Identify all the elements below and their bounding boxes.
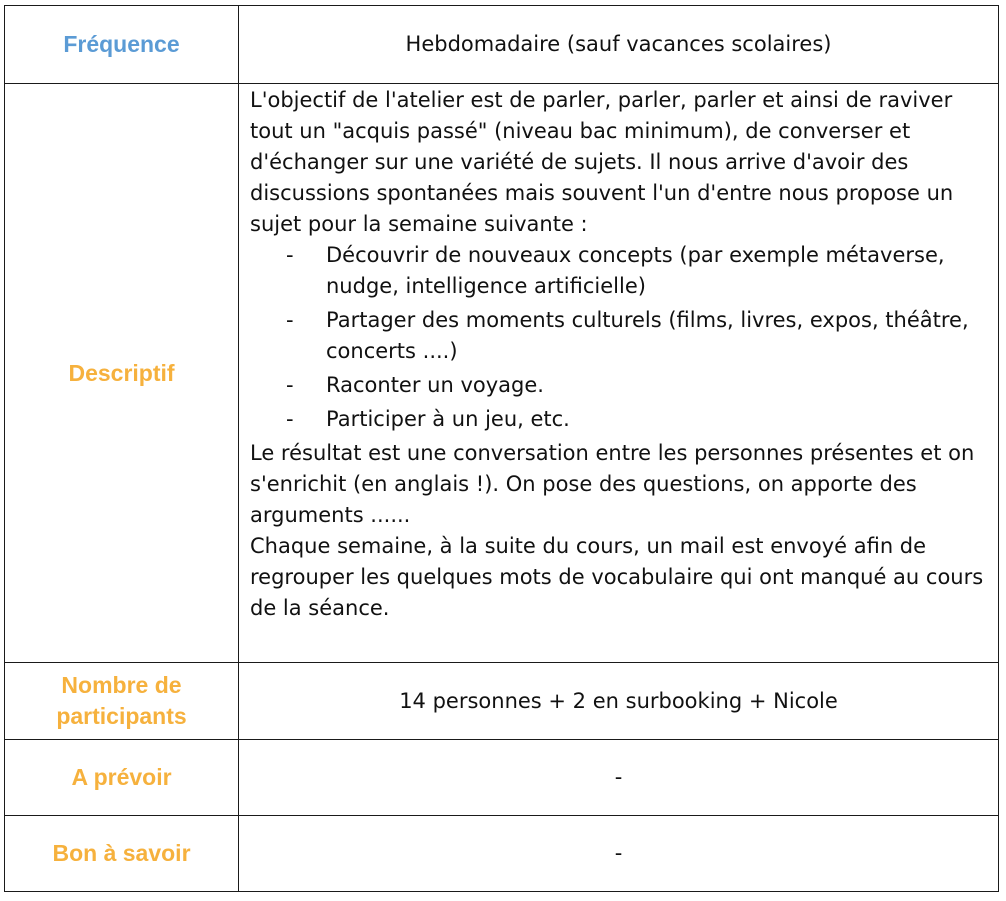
- list-item: - Participer à un jeu, etc.: [286, 404, 986, 435]
- dash-marker: -: [286, 407, 294, 431]
- value-bon-a-savoir: -: [239, 816, 999, 892]
- descriptif-bullet-list: [250, 240, 986, 435]
- label-bon-a-savoir: Bon à savoir: [5, 816, 239, 892]
- row-bon-a-savoir: [5, 816, 999, 892]
- row-a-prevoir: [5, 740, 999, 816]
- label-a-prevoir: A prévoir: [5, 740, 239, 816]
- row-frequence: [5, 6, 999, 84]
- label-frequence: Fréquence: [5, 6, 239, 84]
- list-item: - Raconter un voyage.: [286, 370, 986, 401]
- label-descriptif: Descriptif: [5, 84, 239, 663]
- list-item: - Découvrir de nouveaux concepts (par exemple métaverse, nudge, intelligence artificielle): [286, 240, 986, 302]
- list-item: - Partager des moments culturels (films, livres, expos, théâtre, concerts ....): [286, 305, 986, 367]
- descriptif-weekly: Chaque semaine, à la suite du cours, un mail est envoyé afin de regrouper les quelques mots de vocabulaire qui ont manqué au cours de la séance.: [250, 534, 984, 620]
- dash-marker: -: [286, 373, 294, 397]
- dash-marker: -: [286, 243, 294, 267]
- value-descriptif: [239, 84, 999, 663]
- descriptif-intro: L'objectif de l'atelier est de parler, parler, parler et ainsi de raviver tout un "acquis passé" (niveau bac minimum), de converser et d'échanger sur une variété de sujets. Il nous arrive d'avoir des discussions spontanées mais souvent l'un d'entre nous propose un sujet pour la semaine suivante :: [250, 88, 954, 236]
- dash-marker: -: [286, 308, 294, 332]
- info-table: [4, 5, 999, 892]
- value-participants: 14 personnes + 2 en surbooking + Nicole: [239, 663, 999, 740]
- row-participants: [5, 663, 999, 740]
- label-participants: Nombre de participants: [5, 663, 239, 740]
- value-frequence: Hebdomadaire (sauf vacances scolaires): [239, 6, 999, 84]
- descriptif-result: Le résultat est une conversation entre les personnes présentes et on s'enrichit (en anglais !). On pose des questions, on apporte des arguments ......: [250, 441, 975, 527]
- value-a-prevoir: -: [239, 740, 999, 816]
- row-descriptif: [5, 84, 999, 663]
